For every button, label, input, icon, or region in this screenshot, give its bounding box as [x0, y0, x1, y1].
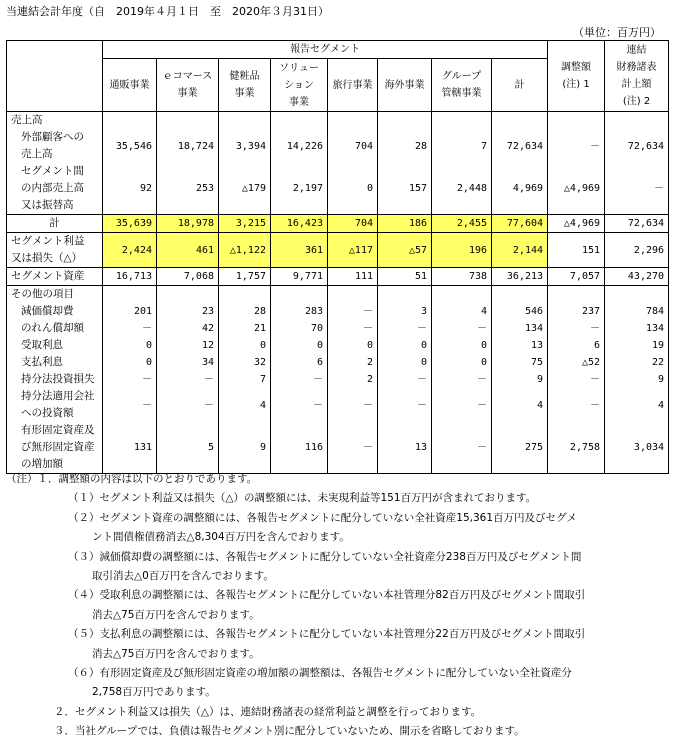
table-cell	[157, 112, 219, 130]
table-cell: 42	[157, 320, 219, 337]
table-cell: 237	[548, 303, 605, 320]
table-cell: 18,724	[157, 129, 219, 163]
table-cell: 0	[328, 163, 378, 215]
note-line: ２．セグメント利益又は損失（△）は、連結財務諸表の経常利益と調整を行っております。	[54, 705, 482, 718]
table-row	[7, 337, 669, 354]
table-row	[7, 268, 669, 286]
table-cell	[328, 286, 378, 304]
table-cell	[103, 286, 157, 304]
table-cell: 196	[432, 233, 492, 268]
table-row	[7, 303, 669, 320]
table-cell: 0	[432, 337, 492, 354]
table-cell: －	[605, 163, 669, 215]
table-cell: 7,068	[157, 268, 219, 286]
table-cell: 7	[219, 371, 271, 388]
table-cell: △4,969	[548, 215, 605, 233]
table-cell: 32	[219, 354, 271, 371]
table-cell: 6	[548, 337, 605, 354]
row-label: 有形固定資産及 び無形固定資産 の増加額	[7, 422, 103, 474]
note-line: ント間債権債務消去△8,304百万円を含んでおります。	[92, 531, 350, 544]
table-cell: 9	[492, 371, 548, 388]
segment-table	[6, 40, 669, 474]
table-cell: 9	[605, 371, 669, 388]
table-row	[7, 163, 669, 215]
table-cell	[605, 286, 669, 304]
row-label: 減価償却費	[7, 303, 103, 320]
table-cell: －	[432, 422, 492, 474]
table-cell: 2	[328, 371, 378, 388]
table-cell: 51	[378, 268, 432, 286]
table-cell: 92	[103, 163, 157, 215]
table-cell: △4,969	[548, 163, 605, 215]
table-cell: －	[103, 371, 157, 388]
table-row	[7, 112, 669, 130]
table-cell: －	[378, 320, 432, 337]
table-cell	[271, 286, 328, 304]
table-cell: 3,394	[219, 129, 271, 163]
table-cell: －	[548, 371, 605, 388]
table-cell: 70	[271, 320, 328, 337]
note-line: （注）１．調整額の内容は以下のとおりであります。	[6, 473, 258, 485]
table-cell: 2	[328, 354, 378, 371]
segment-group-header: 報告セグメント	[103, 41, 548, 59]
table-cell: 2,197	[271, 163, 328, 215]
table-cell: 131	[103, 422, 157, 474]
table-cell: 2,424	[103, 233, 157, 268]
table-row	[7, 215, 669, 233]
table-cell	[492, 112, 548, 130]
table-cell: 0	[378, 337, 432, 354]
table-cell: 546	[492, 303, 548, 320]
table-cell: －	[157, 388, 219, 422]
table-cell: 35,639	[103, 215, 157, 233]
table-cell: －	[548, 320, 605, 337]
table-cell: 9	[219, 422, 271, 474]
table-cell: 283	[271, 303, 328, 320]
table-cell: 0	[378, 354, 432, 371]
table-cell	[378, 286, 432, 304]
row-label: 支払利息	[7, 354, 103, 371]
table-cell: 186	[378, 215, 432, 233]
table-cell	[271, 112, 328, 130]
row-label: 売上高	[7, 112, 103, 130]
segment-column-header: ソリュー ション 事業	[271, 59, 328, 112]
table-cell: 34	[157, 354, 219, 371]
table-cell: －	[432, 388, 492, 422]
segment-column-header: 旅行事業	[328, 59, 378, 112]
table-cell	[328, 112, 378, 130]
segment-column-header: ｅコマース 事業	[157, 59, 219, 112]
table-cell	[605, 112, 669, 130]
table-row	[7, 388, 669, 422]
note-line: （６）有形固定資産及び無形固定資産の増加額の調整額は、各報告セグメントに配分していない全社資産分	[68, 667, 572, 680]
table-cell: －	[328, 388, 378, 422]
table-cell: －	[548, 388, 605, 422]
table-cell: 4,969	[492, 163, 548, 215]
table-cell: 704	[328, 129, 378, 163]
table-cell: 2,296	[605, 233, 669, 268]
table-cell: 157	[378, 163, 432, 215]
table-cell: 784	[605, 303, 669, 320]
row-label: 計	[7, 215, 103, 233]
table-cell: 3	[378, 303, 432, 320]
adjust-header: 調整額 (注) 1	[548, 41, 605, 112]
table-cell: 0	[103, 337, 157, 354]
row-label: のれん償却額	[7, 320, 103, 337]
notes-section	[6, 470, 585, 742]
table-cell	[432, 112, 492, 130]
table-cell: 16,423	[271, 215, 328, 233]
table-cell: 6	[271, 354, 328, 371]
table-cell: －	[432, 371, 492, 388]
table-row	[7, 371, 669, 388]
table-cell: 19	[605, 337, 669, 354]
table-cell: 36,213	[492, 268, 548, 286]
table-row	[7, 354, 669, 371]
note-line: （１）セグメント利益又は損失（△）の調整額には、未実現利益等151百万円が含まれております。	[68, 492, 537, 505]
table-cell: 134	[605, 320, 669, 337]
table-cell: 2,144	[492, 233, 548, 268]
table-cell: 22	[605, 354, 669, 371]
row-label: 持分法投資損失	[7, 371, 103, 388]
segment-column-header: 健粧品 事業	[219, 59, 271, 112]
table-cell: 2,455	[432, 215, 492, 233]
table-cell: 1,757	[219, 268, 271, 286]
table-cell: －	[103, 320, 157, 337]
table-row	[7, 286, 669, 304]
table-body	[7, 41, 669, 474]
table-row	[7, 320, 669, 337]
table-cell: －	[328, 303, 378, 320]
page-title: 当連結会計年度（自 2019年４月１日 至 2020年３月31日）	[6, 5, 329, 18]
note-line: 取引消去△0百万円を含んでおります。	[92, 570, 274, 583]
table-cell: 7,057	[548, 268, 605, 286]
table-cell: 0	[219, 337, 271, 354]
table-cell: △57	[378, 233, 432, 268]
table-cell: －	[328, 320, 378, 337]
table-cell: 21	[219, 320, 271, 337]
table-cell	[492, 286, 548, 304]
table-cell: 4	[432, 303, 492, 320]
table-cell: 14,226	[271, 129, 328, 163]
row-label: セグメント利益 又は損失（△）	[7, 233, 103, 268]
table-cell: 23	[157, 303, 219, 320]
table-cell: 201	[103, 303, 157, 320]
note-line: （５）支払利息の調整額には、各報告セグメントに配分していない本社管理分22百万円及びセグメント間取引	[68, 628, 586, 641]
note-line: （３）減価償却費の調整額には、各報告セグメントに配分していない全社資産分238百万円及びセグメント間	[68, 550, 582, 563]
table-cell: －	[548, 129, 605, 163]
segment-column-header: グループ 管轄事業	[432, 59, 492, 112]
table-cell: 4	[605, 388, 669, 422]
table-cell: 134	[492, 320, 548, 337]
table-cell: 461	[157, 233, 219, 268]
table-cell: 111	[328, 268, 378, 286]
table-cell: 151	[548, 233, 605, 268]
table-cell: 9,771	[271, 268, 328, 286]
row-label: その他の項目	[7, 286, 103, 304]
table-cell: －	[271, 371, 328, 388]
table-cell: 3,215	[219, 215, 271, 233]
note-line: （４）受取利息の調整額には、各報告セグメントに配分していない本社管理分82百万円及びセグメント間取引	[68, 589, 586, 602]
table-cell: 2,758	[548, 422, 605, 474]
table-cell: －	[378, 371, 432, 388]
table-cell: 77,604	[492, 215, 548, 233]
segment-column-header: 海外事業	[378, 59, 432, 112]
table-cell: 28	[219, 303, 271, 320]
row-label: 受取利息	[7, 337, 103, 354]
table-cell: 75	[492, 354, 548, 371]
table-cell: －	[328, 422, 378, 474]
table-cell: 0	[271, 337, 328, 354]
row-label: セグメント間 の内部売上高 又は振替高	[7, 163, 103, 215]
table-row	[7, 422, 669, 474]
unit-label: （単位：百万円）	[573, 26, 661, 39]
table-cell: 5	[157, 422, 219, 474]
table-cell: 4	[219, 388, 271, 422]
table-cell: 43,270	[605, 268, 669, 286]
note-line: 2,758百万円であります。	[92, 686, 216, 699]
row-label: セグメント資産	[7, 268, 103, 286]
row-label: 持分法適用会社 への投資額	[7, 388, 103, 422]
table-cell	[548, 112, 605, 130]
table-cell: 253	[157, 163, 219, 215]
table-cell: －	[378, 388, 432, 422]
segment-column-header: 計	[492, 59, 548, 112]
table-cell	[432, 286, 492, 304]
table-cell: 35,546	[103, 129, 157, 163]
table-cell: 0	[432, 354, 492, 371]
table-cell: 13	[378, 422, 432, 474]
table-cell	[548, 286, 605, 304]
header-row	[7, 41, 669, 59]
table-cell: 4	[492, 388, 548, 422]
note-line: （２）セグメント資産の調整額には、各報告セグメントに配分していない全社資産15,361百万円及びセグメ	[68, 511, 577, 524]
note-line: 消去△75百万円を含んでおります。	[92, 608, 260, 621]
table-cell: △179	[219, 163, 271, 215]
note-line: ３．当社グループでは、負債は報告セグメント別に配分していないため、開示を省略しております。	[54, 725, 525, 738]
table-cell: 0	[328, 337, 378, 354]
table-cell: 2,448	[432, 163, 492, 215]
table-cell: 116	[271, 422, 328, 474]
consolidated-header: 連結 財務諸表 計上額 (注) 2	[605, 41, 669, 112]
table-cell: 13	[492, 337, 548, 354]
table-cell: 16,713	[103, 268, 157, 286]
table-cell: △52	[548, 354, 605, 371]
table-cell: 72,634	[605, 129, 669, 163]
table-cell: －	[271, 388, 328, 422]
table-cell	[219, 112, 271, 130]
table-cell: 0	[103, 354, 157, 371]
table-cell: －	[432, 320, 492, 337]
table-row	[7, 129, 669, 163]
table-cell: 275	[492, 422, 548, 474]
table-cell	[219, 286, 271, 304]
table-cell	[378, 112, 432, 130]
table-cell: 28	[378, 129, 432, 163]
table-cell: 72,634	[605, 215, 669, 233]
table-cell: 72,634	[492, 129, 548, 163]
row-label: 外部顧客への 売上高	[7, 129, 103, 163]
table-cell: 738	[432, 268, 492, 286]
segment-column-header: 通販事業	[103, 59, 157, 112]
table-cell: 18,978	[157, 215, 219, 233]
note-line: 消去△75百万円を含んでおります。	[92, 647, 260, 660]
table-cell: －	[157, 371, 219, 388]
table-cell	[103, 112, 157, 130]
header-blank	[7, 41, 103, 112]
table-cell: 12	[157, 337, 219, 354]
table-row	[7, 233, 669, 268]
table-cell: 704	[328, 215, 378, 233]
table-cell: △1,122	[219, 233, 271, 268]
table-cell: 7	[432, 129, 492, 163]
table-cell: －	[103, 388, 157, 422]
table-cell: △117	[328, 233, 378, 268]
table-cell	[157, 286, 219, 304]
table-cell: 361	[271, 233, 328, 268]
table-cell: 3,034	[605, 422, 669, 474]
